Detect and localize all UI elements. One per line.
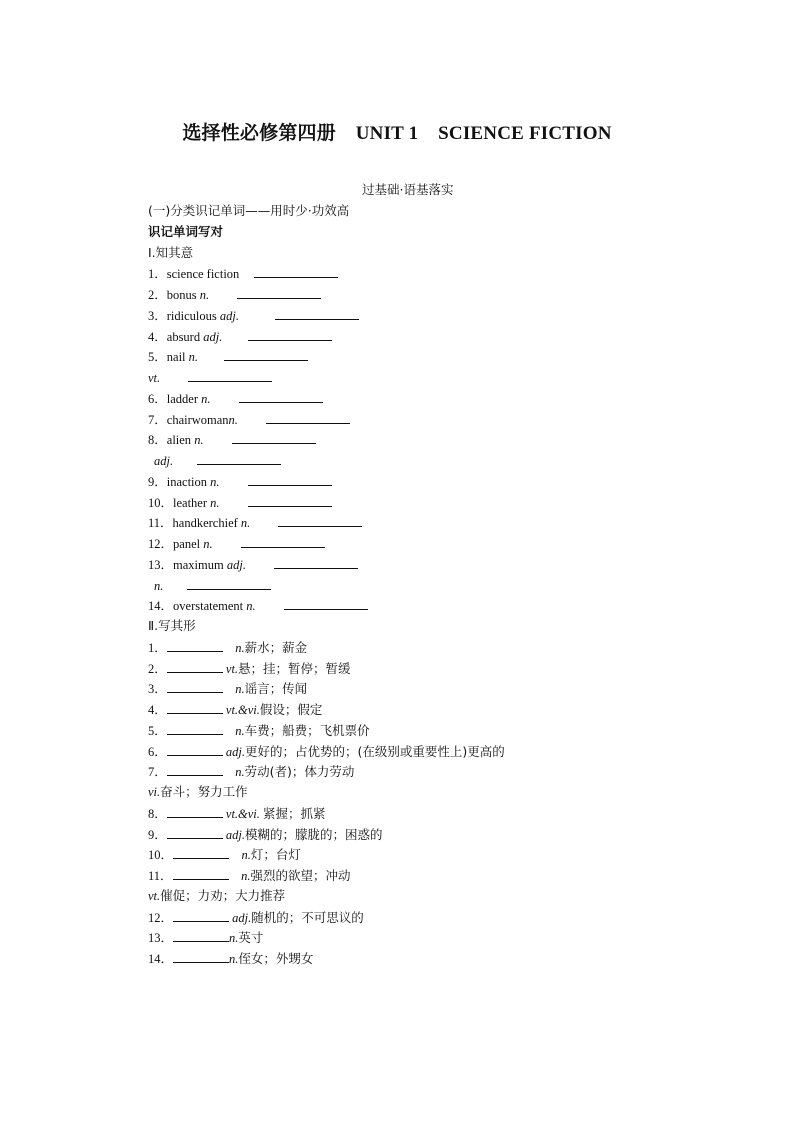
item-meaning: 车费；船费；飞机票价 <box>244 722 370 738</box>
item-pos: adj. <box>219 308 239 323</box>
item-pos: n. <box>201 391 211 406</box>
worksheet-body <box>148 201 668 969</box>
item-pos: n. <box>229 931 239 946</box>
item-meaning: 侄女；外甥女 <box>238 951 314 966</box>
item-pos: n. <box>210 495 220 510</box>
answer-blank[interactable] <box>266 409 350 424</box>
answer-blank[interactable] <box>197 450 281 465</box>
item-pos: vt.&vi. <box>225 806 260 821</box>
item-pos: adj. <box>225 827 245 842</box>
answer-blank[interactable] <box>248 326 332 341</box>
part2-item <box>148 720 668 741</box>
item-pos: n. <box>235 682 245 697</box>
item-word: ridiculous <box>166 308 217 323</box>
part1-heading: Ⅰ.知其意 <box>148 244 194 260</box>
item-pos: n. <box>154 578 164 593</box>
item-pos: n. <box>241 869 251 883</box>
part1-item <box>148 429 668 450</box>
item-pos: n. <box>228 412 238 427</box>
item-number: 11． <box>148 516 173 531</box>
item-meaning: 催促；力劝；大力推荐 <box>160 887 286 903</box>
answer-blank[interactable] <box>167 699 223 714</box>
item-pos: vt. <box>148 888 161 903</box>
part2-item <box>148 886 668 907</box>
answer-blank[interactable] <box>167 824 223 839</box>
part2-heading: Ⅱ.写其形 <box>148 618 196 633</box>
part2-item <box>148 658 668 679</box>
answer-blank[interactable] <box>173 907 229 922</box>
item-pos: n. <box>241 848 251 863</box>
item-number: 7． <box>148 765 167 780</box>
item-word: maximum <box>173 557 224 572</box>
item-number: 2． <box>148 661 167 676</box>
answer-blank[interactable] <box>167 637 223 652</box>
item-number: 3． <box>148 682 167 697</box>
answer-blank[interactable] <box>237 284 321 299</box>
item-pos: n. <box>240 516 251 531</box>
subsection-heading: 识记单词写对 <box>148 223 224 239</box>
item-number: 10． <box>148 495 174 510</box>
item-word: ladder <box>166 391 198 406</box>
item-meaning: 劳动(者)；体力劳动 <box>244 764 355 780</box>
part2-item <box>148 927 668 948</box>
part1-item <box>148 450 668 471</box>
answer-blank[interactable] <box>167 720 223 735</box>
item-number: 5． <box>148 723 167 738</box>
part2-item <box>148 637 668 658</box>
item-meaning: 强烈的欲望；冲动 <box>250 868 351 883</box>
part2-item <box>148 741 668 762</box>
item-pos: adj. <box>203 329 223 344</box>
item-meaning: 奋斗；努力工作 <box>160 784 248 799</box>
section-heading: (一)分类识记单词——用时少·功效高 <box>148 203 350 218</box>
answer-blank[interactable] <box>187 575 271 590</box>
part2-item <box>148 678 668 699</box>
section-subtitle: 过基础·语基落实 <box>362 182 454 197</box>
part1-item <box>148 346 668 367</box>
item-number: 5． <box>148 350 167 365</box>
answer-blank[interactable] <box>167 678 223 693</box>
item-pos: n. <box>235 640 245 655</box>
item-word: handkerchief <box>172 516 238 531</box>
item-meaning: 谣言；传闻 <box>244 681 308 697</box>
item-word: panel <box>173 537 201 551</box>
item-pos: n. <box>194 433 204 448</box>
item-number: 4． <box>148 329 167 344</box>
item-number: 7． <box>148 412 167 427</box>
item-word: bonus <box>166 288 197 302</box>
answer-blank[interactable] <box>232 429 316 444</box>
part1-item <box>148 326 668 347</box>
part1-item <box>148 512 668 533</box>
item-number: 9． <box>148 827 167 842</box>
answer-blank[interactable] <box>173 948 229 963</box>
part2-item <box>148 761 668 782</box>
item-meaning: 随机的；不可思议的 <box>251 909 364 925</box>
item-pos: vi. <box>148 785 161 799</box>
answer-blank[interactable] <box>224 346 308 361</box>
part2-item <box>148 948 668 969</box>
item-pos: adj. <box>225 744 245 759</box>
part1-item <box>148 305 668 326</box>
part2-item <box>148 782 668 803</box>
item-number: 10． <box>148 848 174 863</box>
answer-blank[interactable] <box>248 492 332 507</box>
item-number: 14． <box>148 599 174 614</box>
part1-item <box>148 263 668 284</box>
item-pos: vt. <box>225 661 239 676</box>
answer-blank[interactable] <box>275 305 359 320</box>
answer-blank[interactable] <box>188 367 272 382</box>
part1-item <box>148 367 668 388</box>
item-number: 12． <box>148 910 174 925</box>
item-word: absurd <box>166 329 201 344</box>
item-number: 13． <box>148 931 174 946</box>
item-pos: adj. <box>232 910 252 925</box>
item-pos: vt.&vi. <box>225 703 260 717</box>
answer-blank[interactable] <box>167 761 223 776</box>
item-pos: n. <box>203 537 213 551</box>
item-word: nail <box>166 350 186 365</box>
item-word: chairwoman <box>166 412 229 427</box>
item-meaning: 灯；台灯 <box>250 847 301 863</box>
item-number: 3． <box>148 308 167 323</box>
part2-item <box>148 803 668 824</box>
item-number: 6． <box>148 744 167 759</box>
answer-blank[interactable] <box>278 512 362 527</box>
item-number: 2． <box>148 288 167 302</box>
item-pos: n. <box>235 765 245 780</box>
item-pos: n. <box>188 350 199 365</box>
item-number: 11． <box>148 869 173 883</box>
item-word: inaction <box>166 474 208 489</box>
item-number: 8． <box>148 806 167 821</box>
part1-item <box>148 284 668 305</box>
item-word: alien <box>166 433 192 448</box>
part2-item <box>148 865 668 886</box>
part2-item <box>148 907 668 928</box>
item-meaning: 英寸 <box>238 930 264 946</box>
item-pos: adj. <box>226 557 246 572</box>
item-number: 14． <box>148 952 174 966</box>
part1-item <box>148 554 668 575</box>
item-pos: n. <box>210 474 220 489</box>
part1-item <box>148 533 668 554</box>
item-number: 6． <box>148 391 167 406</box>
item-number: 13． <box>148 557 174 572</box>
answer-blank[interactable] <box>248 471 332 486</box>
item-meaning: 薪水；薪金 <box>244 639 308 655</box>
part2-item <box>148 699 668 720</box>
answer-blank[interactable] <box>241 533 325 548</box>
item-number: 12． <box>148 537 174 551</box>
part2-item <box>148 824 668 845</box>
answer-blank[interactable] <box>167 803 223 818</box>
answer-blank[interactable] <box>173 865 229 880</box>
part1-item <box>148 492 668 513</box>
answer-blank[interactable] <box>274 554 358 569</box>
item-meaning: 更好的；占优势的；(在级别或重要性上)更高的 <box>245 743 505 759</box>
item-pos: n. <box>229 952 239 966</box>
item-meaning: 紧握；抓紧 <box>263 805 326 821</box>
item-number: 8． <box>148 433 167 448</box>
answer-blank[interactable] <box>173 844 229 859</box>
part2-item <box>148 844 668 865</box>
item-pos: n. <box>199 288 210 302</box>
item-pos: adj. <box>154 454 174 468</box>
item-word: leather <box>173 495 208 510</box>
item-number: 1． <box>148 267 167 282</box>
item-pos: n. <box>235 723 245 738</box>
item-word: science fiction <box>166 267 240 282</box>
item-pos: vt. <box>148 371 161 385</box>
item-number: 1． <box>148 640 167 655</box>
part1-item <box>148 471 668 492</box>
answer-blank[interactable] <box>254 263 338 278</box>
item-word: overstatement <box>173 599 244 614</box>
item-number: 9． <box>148 474 167 489</box>
item-number: 4． <box>148 703 167 717</box>
answer-blank[interactable] <box>239 388 323 403</box>
part1-item <box>148 409 668 430</box>
page-title: 选择性必修第四册 UNIT 1 SCIENCE FICTION <box>182 123 612 144</box>
answer-blank[interactable] <box>173 927 229 942</box>
answer-blank[interactable] <box>284 595 368 610</box>
part1-item <box>148 388 668 409</box>
part1-item <box>148 595 668 616</box>
item-pos: n. <box>246 599 256 614</box>
item-meaning: 悬；挂；暂停；暂缓 <box>238 660 351 676</box>
answer-blank[interactable] <box>167 741 223 756</box>
item-meaning: 假设；假定 <box>259 702 323 717</box>
answer-blank[interactable] <box>167 658 223 673</box>
part1-item <box>148 575 668 596</box>
item-meaning: 模糊的；朦胧的；困惑的 <box>245 826 383 842</box>
